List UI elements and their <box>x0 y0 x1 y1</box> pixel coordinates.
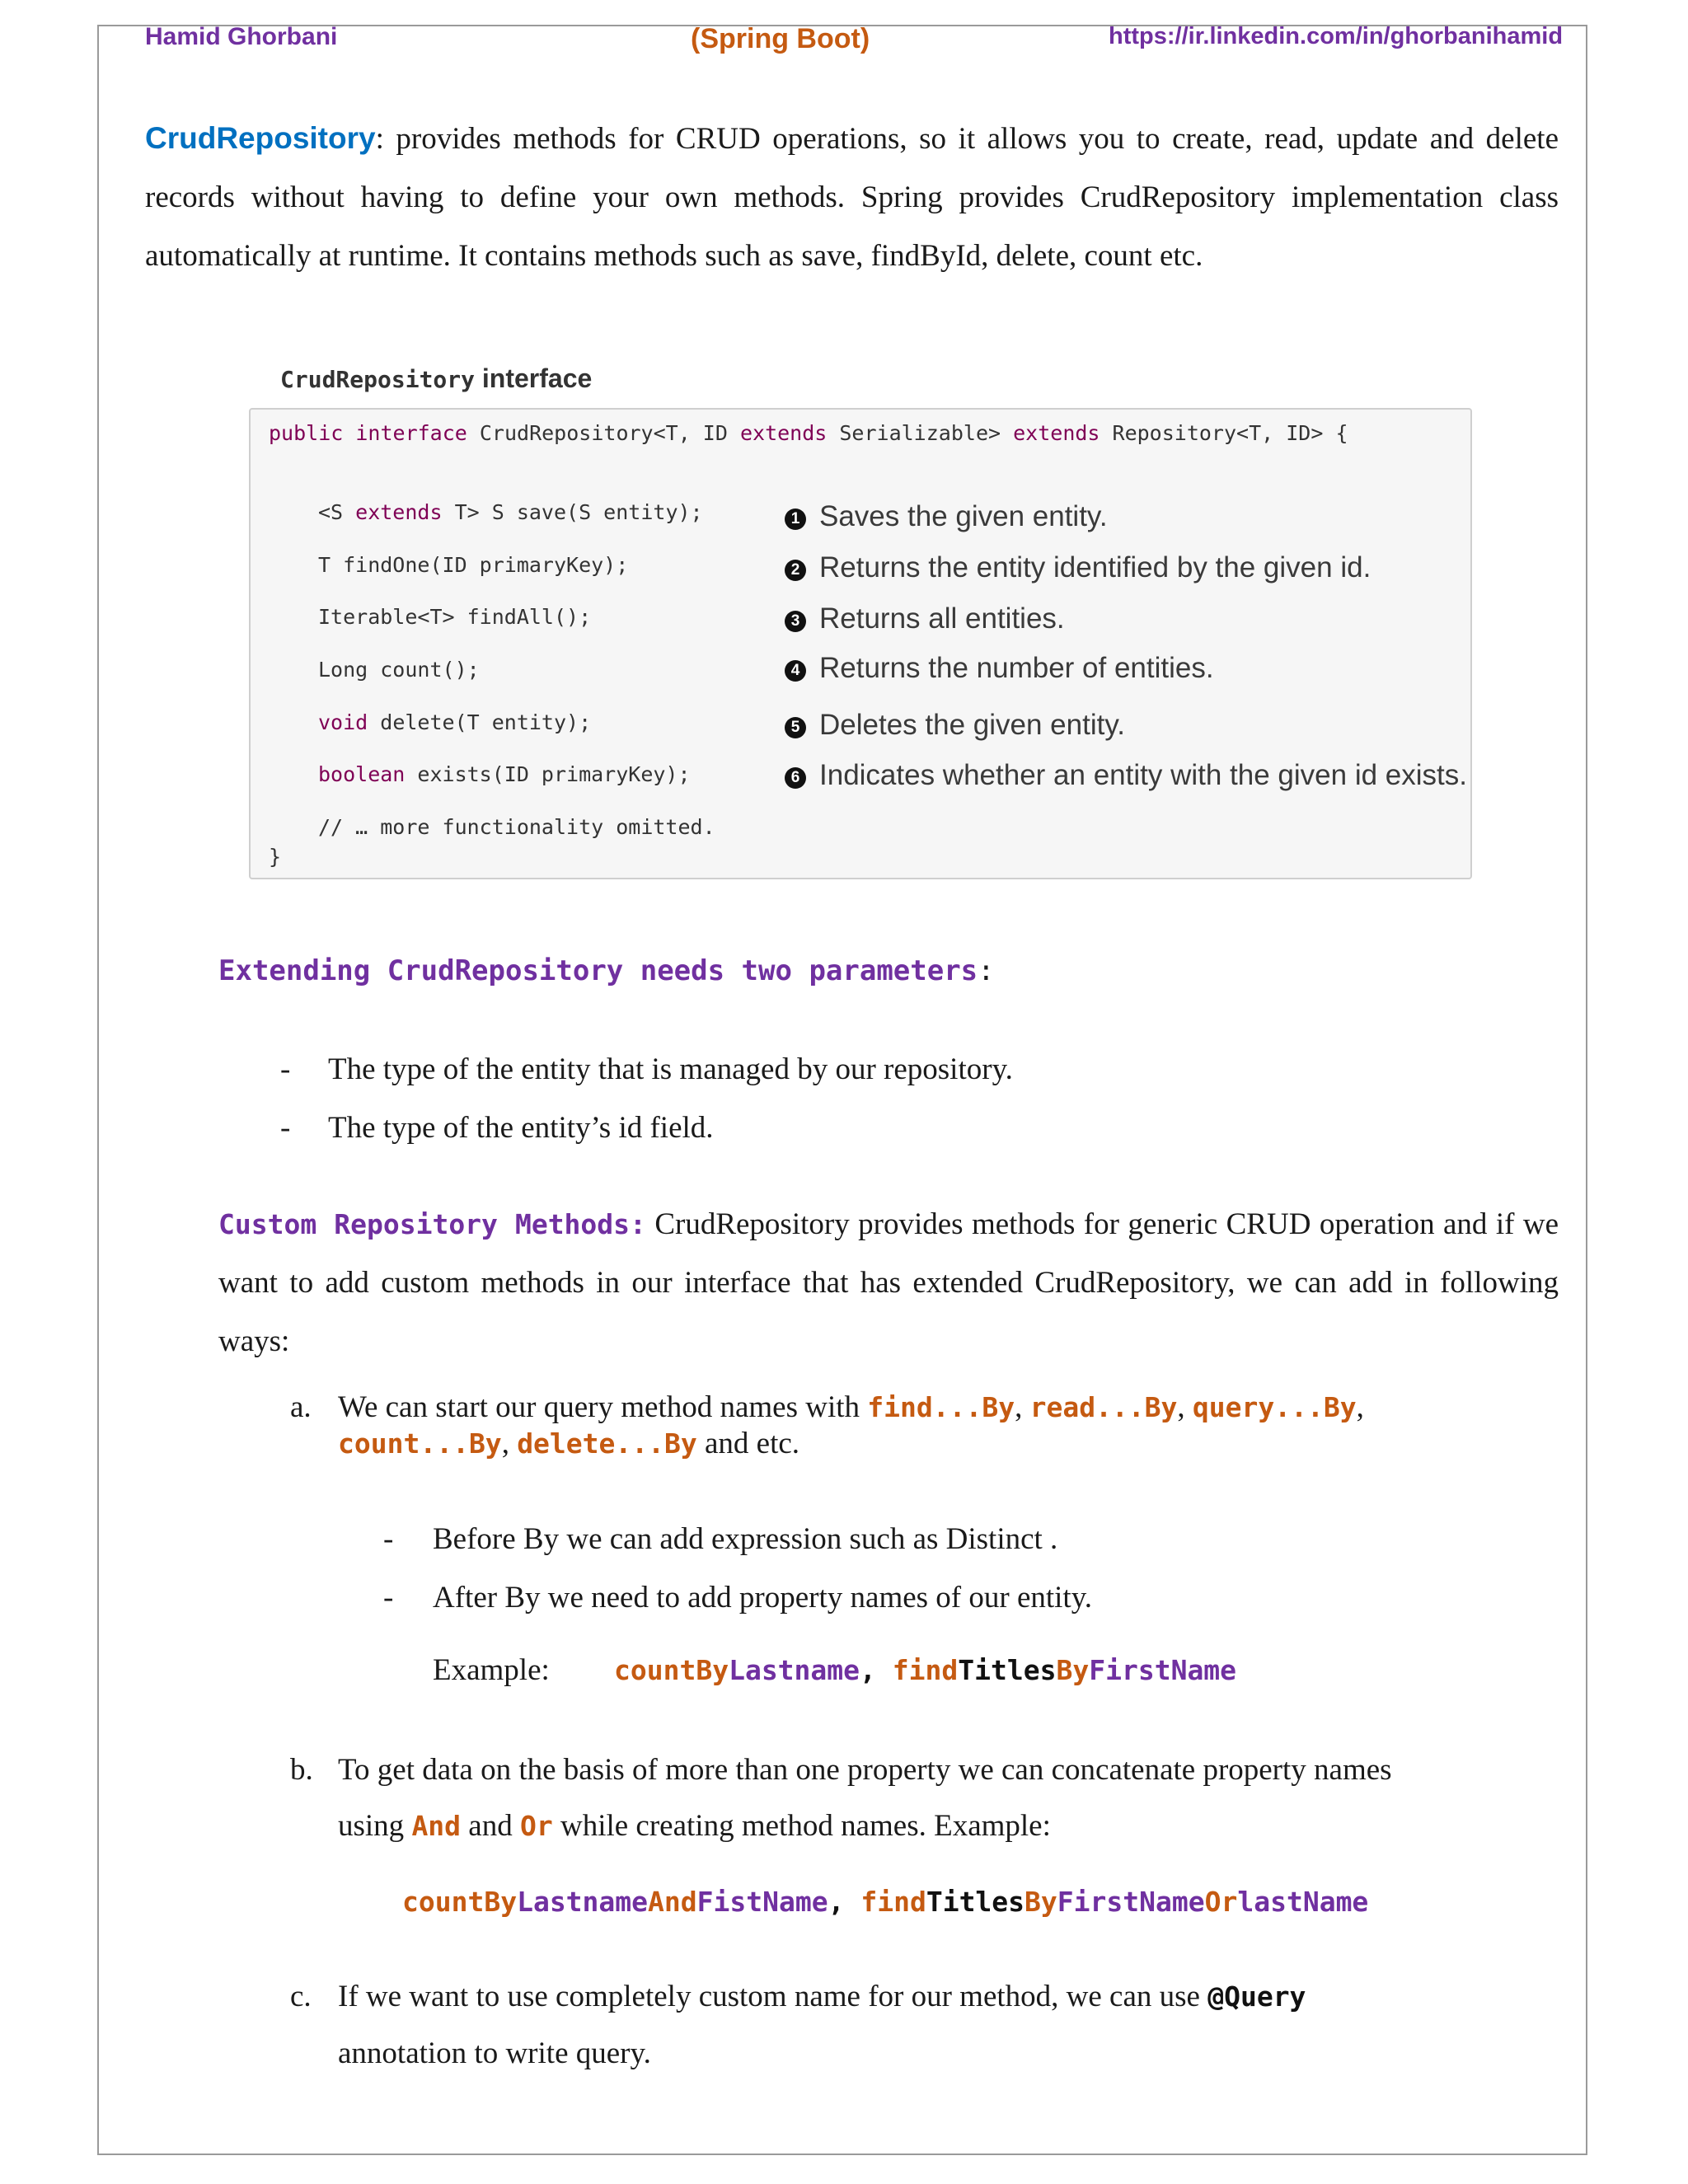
prefix-code: read...By <box>1029 1391 1178 1423</box>
code-closing-brace: } <box>269 845 282 869</box>
number-badge-icon: 4 <box>785 660 806 682</box>
intro-paragraph <box>145 109 1559 285</box>
code-part: FirstName <box>1057 1886 1205 1918</box>
text-part: If we want to use completely custom name for our method, we can use <box>338 1980 1208 2013</box>
sig-keyword: extends <box>739 421 828 445</box>
separator: , <box>1356 1390 1364 1424</box>
annotation-text: Indicates whether an entity with the given id exists. <box>819 759 1467 791</box>
sig-keyword: extends <box>1013 421 1100 445</box>
code-part: countBy <box>402 1886 518 1918</box>
annotation-1 <box>785 500 1108 533</box>
code-text: <S <box>318 500 356 524</box>
code-text: T findOne(ID primaryKey); <box>318 553 629 577</box>
method-line-count <box>318 658 480 682</box>
bullet-text: The type of the entity that is managed by our repository. <box>328 1052 1013 1086</box>
keyword-and: And <box>411 1810 462 1842</box>
interface-signature <box>269 421 1348 445</box>
header-author: Hamid Ghorbani <box>145 23 338 50</box>
example-code-b <box>402 1884 1368 1919</box>
method-line-findall <box>318 605 591 629</box>
annotation-3 <box>785 602 1065 635</box>
code-part: FirstName <box>1089 1654 1237 1686</box>
example-label: Example: <box>433 1653 550 1687</box>
separator: , <box>1015 1390 1023 1424</box>
bullet-dash: - <box>280 1111 291 1145</box>
sig-part: CrudRepository<T, ID <box>467 421 740 445</box>
code-part: lastName <box>1237 1886 1369 1918</box>
method-line-save <box>318 500 703 524</box>
method-line-exists <box>318 762 691 786</box>
code-part: And <box>648 1886 697 1918</box>
bullet-dash: - <box>383 1522 394 1556</box>
item-a-lead: We can start our query method names with <box>338 1390 868 1424</box>
list-marker-a: a. <box>290 1390 312 1424</box>
item-b-line2 <box>338 1808 1051 1844</box>
number-badge-icon: 3 <box>785 611 806 632</box>
list-marker-c: c. <box>290 1980 312 2013</box>
code-part: Lastname <box>729 1654 860 1686</box>
prefix-code: query...By <box>1192 1391 1357 1423</box>
header-link[interactable]: https://ir.linkedin.com/in/ghorbanihamid <box>1109 23 1564 49</box>
annotation-text: Saves the given entity. <box>819 500 1108 532</box>
extending-heading-text: Extending CrudRepository needs two parameters <box>218 954 978 987</box>
code-text: Long count(); <box>318 658 480 682</box>
annotation-text: Deletes the given entity. <box>819 709 1125 741</box>
interface-title-code: CrudRepository <box>280 366 476 393</box>
interface-figure-title <box>280 363 592 394</box>
code-part: FistName <box>696 1886 828 1918</box>
code-part: By <box>1056 1654 1090 1686</box>
code-part: Titles <box>926 1886 1025 1918</box>
custom-methods-paragraph <box>218 1195 1559 1371</box>
separator: , <box>1177 1390 1185 1424</box>
annotation-text: Returns all entities. <box>819 602 1065 635</box>
method-line-delete <box>318 710 591 734</box>
sub-bullet <box>383 1580 1093 1615</box>
code-text: Iterable<T> findAll(); <box>318 605 592 629</box>
code-part: , <box>828 1886 861 1918</box>
code-comment: // … more functionality omitted. <box>318 815 715 839</box>
header-topic: (Spring Boot) <box>691 23 870 54</box>
method-line-findone <box>318 553 628 577</box>
code-text: exists(ID primaryKey); <box>405 762 691 786</box>
code-part: By <box>1025 1886 1057 1918</box>
number-badge-icon: 2 <box>785 560 806 581</box>
example-code-a <box>614 1652 1236 1688</box>
keyword-or: Or <box>519 1810 553 1842</box>
extending-heading-colon: : <box>978 954 995 987</box>
bullet-text: Before By we can add expression such as Distinct . <box>433 1522 1058 1556</box>
prefix-code: delete...By <box>517 1427 697 1460</box>
annotation-text: Returns the number of entities. <box>819 652 1214 684</box>
code-part: find <box>860 1886 926 1918</box>
extending-bullet <box>280 1110 714 1146</box>
number-badge-icon: 1 <box>785 509 806 530</box>
prefix-code: count...By <box>338 1427 502 1460</box>
code-keyword: extends <box>355 500 443 524</box>
intro-colon: : <box>375 122 384 156</box>
text-part: and <box>461 1809 520 1843</box>
number-badge-icon: 5 <box>785 717 806 738</box>
code-part: find <box>892 1654 959 1686</box>
sig-part: Serializable> <box>827 421 1014 445</box>
list-marker-b: b. <box>290 1753 313 1787</box>
code-part: countBy <box>614 1654 729 1686</box>
annotation-4 <box>785 652 1214 685</box>
separator: , <box>501 1427 509 1460</box>
prefix-code: find...By <box>867 1391 1015 1423</box>
sig-part: Repository<T, ID> { <box>1100 421 1348 445</box>
extending-heading <box>218 954 995 987</box>
bullet-text: After By we need to add property names of our entity. <box>433 1581 1093 1615</box>
bullet-dash: - <box>383 1581 394 1615</box>
code-keyword: boolean <box>318 762 406 786</box>
code-part: Or <box>1204 1886 1238 1918</box>
intro-term: CrudRepository <box>145 121 376 155</box>
item-a-tail: and etc. <box>696 1427 800 1460</box>
text-part: while creating method names. Example: <box>552 1809 1051 1843</box>
query-annotation: @Query <box>1207 1980 1306 2013</box>
item-c-line1 <box>338 1979 1306 2014</box>
code-text: delete(T entity); <box>368 710 592 734</box>
annotation-text: Returns the entity identified by the given id. <box>819 551 1372 583</box>
item-c-line2: annotation to write query. <box>338 2036 651 2070</box>
interface-title-word: interface <box>475 363 593 393</box>
code-text: T> S save(S entity); <box>442 500 703 524</box>
custom-text: CrudRepository provides methods for generic CRUD operation and if we want to add custom methods in our interface that has extended CrudRepository, we can add in following ways: <box>218 1207 1559 1358</box>
sig-keyword: public interface <box>269 421 467 445</box>
annotation-6 <box>785 759 1467 792</box>
number-badge-icon: 6 <box>785 767 806 789</box>
extending-bullet <box>280 1052 1013 1087</box>
interface-code-box <box>249 408 1472 879</box>
code-part: Titles <box>958 1654 1057 1686</box>
text-part: using <box>338 1809 412 1843</box>
code-part: , <box>860 1654 893 1686</box>
item-a-text <box>338 1390 1558 1462</box>
bullet-text: The type of the entity’s id field. <box>328 1111 714 1145</box>
code-part: Lastname <box>517 1886 649 1918</box>
sub-bullet <box>383 1521 1058 1557</box>
intro-text: provides methods for CRUD operations, so it allows you to create, read, update and delete records without having to define your own methods. Spring provides CrudRepository implementation class automatically at runtime. It contains methods such as save, findById, delete, count etc. <box>145 122 1559 273</box>
bullet-dash: - <box>280 1052 291 1086</box>
custom-term: Custom Repository Methods: <box>218 1208 646 1240</box>
annotation-2 <box>785 551 1371 584</box>
item-b-line1: To get data on the basis of more than one property we can concatenate property names <box>338 1753 1392 1787</box>
code-keyword: void <box>318 710 368 734</box>
annotation-5 <box>785 709 1125 742</box>
